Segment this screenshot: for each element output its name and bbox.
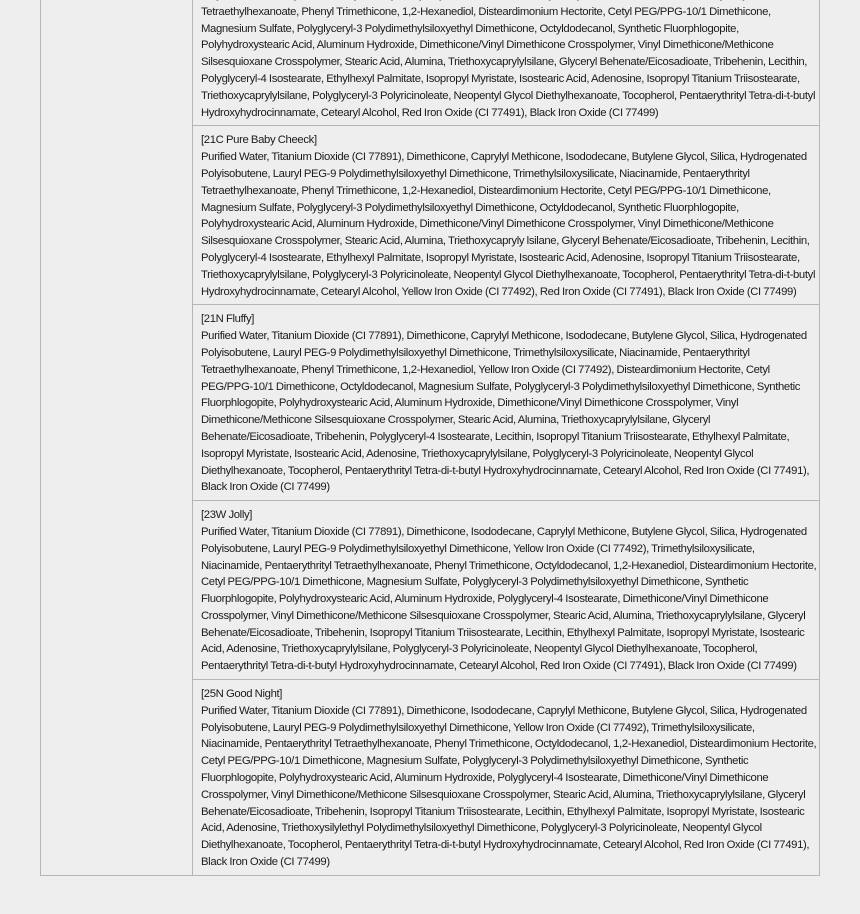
ingredients-cell (193, 501, 820, 680)
product-label-cell (41, 0, 193, 875)
shade-name: [21C Pure Baby Cheeck] (201, 134, 317, 147)
shade-ingredients: Purified Water, Titanium Dioxide (CI 77891), Dimethicone, Isododecane, Caprylyl Methicone, Butylene Glycol, Silica, Hydrogenated Polyisobutene, Lauryl PEG-9 Polydimethylsiloxyethyl Dimethicone, Yellow Iron Oxide (CI 77492), Trimethylsiloxysilicate, Niacinamide, Pentaerythrityl Tetraethylhexanoate, Phenyl Trimethicone, Octyldodecanol, 1,2-Hexanediol, Disteardimonium Hectorite, Cetyl PEG/PPG-10/1 Dimethicone, Magnesium Sulfate, Polyglyceryl-3 Polydimethylsiloxyethyl Dimethicone, Synthetic Fluorphlogopite, Polyhydroxystearic Acid, Aluminum Hydroxide, Polyglyceryl-4 Isostearate, Dimethicone/Vinyl Dimethicone Crosspolymer, Vinyl Dimethicone/Methicone Silsesquioxane Crosspolymer, Stearic Acid, Alumina, Triethoxycaprylylsilane, Glyceryl Behenate/Eicosadioate, Tribehenin, Isopropyl Titanium Triisostearate, Lecithin, Ethylhexyl Palmitate, Isopropyl Myristate, Isostearic Acid, Adenosine, Triethoxysilylethyl Polydimethylsiloxyethyl Dimethicone, Polyglyceryl-3 Polyricinoleate, Neopentyl Glycol Diethylhexanoate, Tocopherol, Pentaerythrityl Tetra-di-t-butyl Hydroxyhydrocinnamate, Cetearyl Alcohol, Red Iron Oxide (CI 77491), Black Iron Oxide (CI 77499) (201, 704, 817, 869)
ingredients-cell (193, 126, 820, 305)
ingredients-cell (193, 680, 820, 876)
shade-name: [25N Good Night] (201, 688, 283, 701)
shade-name: [23W Jolly] (201, 509, 253, 522)
table-row (41, 0, 820, 126)
shade-ingredients: Purified Water, Titanium Dioxide (CI 77891), Dimethicone, Caprylyl Methicone, Isododecane, Butylene Glycol, Silica, Hydrogenated Polyisobutene, Lauryl PEG-9 Polydimethylsiloxyethyl Dimethicone, Trimethylsiloxysilicate, Niacinamide, Pentaerythrityl Tetraethylhexanoate, Phenyl Trimethicone, 1,2-Hexanediol, Yellow Iron Oxide (CI 77492), Disteardimonium Hectorite, Cetyl PEG/PPG-10/1 Dimethicone, Octyldodecanol, Magnesium Sulfate, Polyglyceryl-3 Polydimethylsiloxyethyl Dimethicone, Synthetic Fluorphlogopite, Polyhydroxystearic Acid, Aluminum Hydroxide, Dimethicone/Vinyl Dimethicone Crosspolymer, Vinyl Dimethicone/Methicone Silsesquioxane Crosspolymer, Stearic Acid, Alumina, Triethoxycaprylylsilane, Glyceryl Behenate/Eicosadioate, Tribehenin, Polyglyceryl-4 Isostearate, Lecithin, Isopropyl Titanium Triisostearate, Ethylhexyl Palmitate, Isopropyl Myristate, Isostearic Acid, Adenosine, Triethoxycaprylylsilane, Polyglyceryl-3 Polyricinoleate, Neopentyl Glycol Diethylhexanoate, Tocopherol, Pentaerythrityl Tetra-di-t-butyl Hydroxyhydrocinnamate, Cetearyl Alcohol, Red Iron Oxide (CI 77491), Black Iron Oxide (CI 77499) (201, 330, 810, 494)
shade-ingredients: Purified Water, Titanium Dioxide (CI 77891), Dimethicone, Isododecane, Caprylyl Methicone, Butylene Glycol, Silica, Hydrogenated Polyisobutene, Lauryl PEG-9 Polydimethylsiloxyethyl Dimethicone, Yellow Iron Oxide (CI 77492), Trimethylsiloxysilicate, Niacinamide, Pentaerythrityl Tetraethylhexanoate, Phenyl Trimethicone, Octyldodecanol, 1,2-Hexanediol, Disteardimonium Hectorite, Cetyl PEG/PPG-10/1 Dimethicone, Magnesium Sulfate, Polyglyceryl-3 Polydimethylsiloxyethyl Dimethicone, Synthetic Fluorphlogopite, Polyhydroxystearic Acid, Aluminum Hydroxide, Polyglyceryl-4 Isostearate, Dimethicone/Vinyl Dimethicone Crosspolymer, Vinyl Dimethicone/Methicone Silsesquioxane Crosspolymer, Stearic Acid, Alumina, Triethoxycaprylylsilane, Glyceryl Behenate/Eicosadioate, Tribehenin, Isopropyl Titanium Triisostearate, Lecithin, Ethylhexyl Palmitate, Isopropyl Myristate, Isostearic Acid, Adenosine, Triethoxycaprylylsilane, Polyglyceryl-3 Polyricinoleate, Neopentyl Glycol Diethylhexanoate, Tocopherol, Pentaerythrityl Tetra-di-t-butyl Hydroxyhydrocinnamate, Cetearyl Alcohol, Red Iron Oxide (CI 77491), Black Iron Oxide (CI 77499) (201, 525, 817, 673)
ingredients-cell (193, 0, 820, 126)
shade-ingredients: Purified Water, Titanium Dioxide (CI 77891), Dimethicone, Caprylyl Methicone, Isododecane, Butylene Glycol, Silica, Hydrogenated Polyisobutene, Lauryl PEG-9 Polydimethylsiloxyethyl Dimethicone, Trimethylsiloxysilicate, Niacinamide, Pentaerythrityl Tetraethylhexanoate, Phenyl Trimethicone, 1,2-Hexanediol, Disteardimonium Hectorite, Cetyl PEG/PPG-10/1 Dimethicone, Magnesium Sulfate, Polyglyceryl-3 Polydimethylsiloxyethyl Dimethicone, Octyldodecanol, Synthetic Fluorphlogopite, Polyhydroxystearic Acid, Aluminum Hydroxide, Dimethicone/Vinyl Dimethicone Crosspolymer, Vinyl Dimethicone/Methicone Silsesquioxane Crosspolymer, Stearic Acid, Alumina, Triethoxycapryly lsilane, Glyceryl Behenate/Eicosadioate, Tribehenin, Lecithin, Polyglyceryl-4 Isostearate, Ethylhexyl Palmitate, Isopropyl Myristate, Isostearic Acid, Adenosine, Isopropyl Titanium Triisostearate, Triethoxycaprylylsilane, Polyglyceryl-3 Polyricinoleate, Neopentyl Glycol Diethylhexanoate, Tocopherol, Pentaerythrityl Tetra-di-t-butyl Hydroxyhydrocinnamate, Cetearyl Alcohol, Yellow Iron Oxide (CI 77492), Red Iron Oxide (CI 77491), Black Iron Oxide (CI 77499) (201, 151, 816, 298)
ingredients-cell (193, 305, 820, 501)
ingredients-table (40, 0, 820, 876)
shade-name: [21N Fluffy] (201, 313, 255, 326)
shade-ingredients: Tetraethylhexanoate, Phenyl Trimethicone, 1,2-Hexanediol, Disteardimonium Hectorite, Cetyl PEG/PPG-10/1 Dimethicone, Magnesium Sulfate, Polyglyceryl-3 Polydimethylsiloxyethyl Dimethicone, Octyldodecanol, Synthetic Fluorphlogopite, Polyhydroxystearic Acid, Aluminum Hydroxide, Dimethicone/Vinyl Dimethicone Crosspolymer, Vinyl Dimethicone/Methicone Silsesquioxane Crosspolymer, Stearic Acid, Alumina, Triethoxycaprylylsilane, Glyceryl Behenate/Eicosadioate, Tribehenin, Lecithin, Polyglyceryl-4 Isostearate, Ethylhexyl Palmitate, Isopropyl Myristate, Isostearic Acid, Adenosine, Isopropyl Titanium Triisostearate, Triethoxycaprylylsilane, Polyglyceryl-3 Polyricinoleate, Neopentyl Glycol Diethylhexanoate, Tocopherol, Pentaerythrityl Tetra-di-t-butyl Hydroxyhydrocinnamate, Cetearyl Alcohol, Red Iron Oxide (CI 77491), Black Iron Oxide (CI 77499) (201, 5, 816, 119)
